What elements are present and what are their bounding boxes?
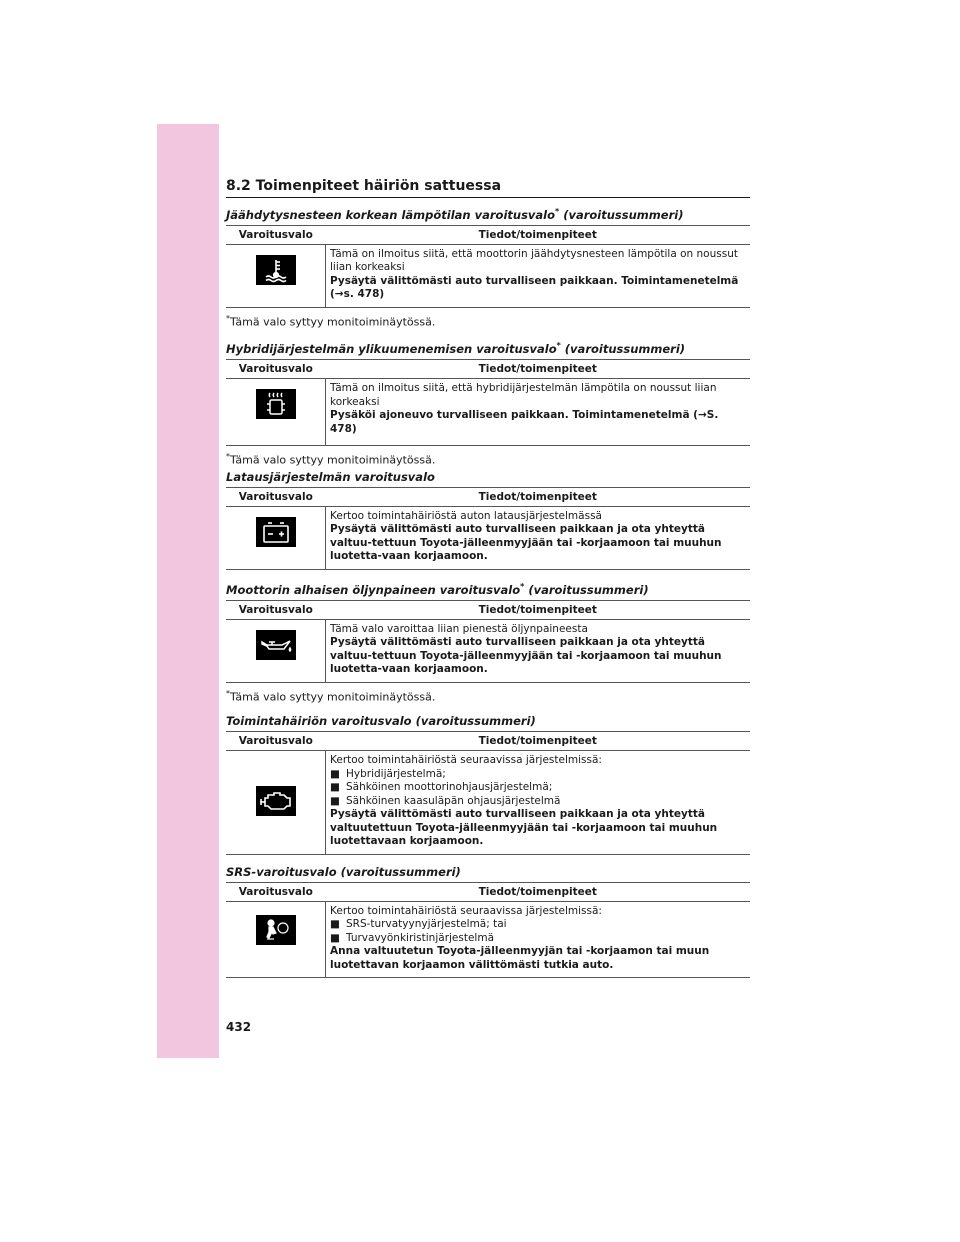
- airbag-srs-icon: [256, 915, 296, 945]
- footnote: *Tämä valo syttyy monitoiminäytössä.: [226, 313, 436, 329]
- check-engine-icon: [256, 786, 296, 816]
- footnote: *Tämä valo syttyy monitoiminäytössä.: [226, 452, 436, 467]
- info-text: Kertoo toimintahäiriöstä auton latausjärjestelmässä: [330, 509, 602, 522]
- info-text: Kertoo toimintahäiriöstä seuraavissa järjestelmissä:: [330, 904, 602, 917]
- side-tab: [157, 124, 219, 1058]
- hybrid-overheat-icon: [256, 389, 296, 419]
- info-text: Tämä on ilmoitus siitä, että moottorin jäähdytysnesteen lämpötila on noussut liian korkeaksi: [330, 247, 738, 274]
- charging-warning-block: [226, 470, 750, 570]
- bullet-item: ■ Hybridijärjestelmä;: [330, 767, 446, 780]
- coolant-warning-block: [226, 205, 750, 329]
- column-header-info: Tiedot/toimenpiteet: [326, 882, 751, 901]
- block-title: Jäähdytysnesteen korkean lämpötilan varoitusvalo* (varoitussummeri): [226, 207, 684, 222]
- block-title: SRS-varoitusvalo (varoitussummeri): [226, 864, 461, 879]
- action-text: Anna valtuutetun Toyota-jälleenmyyjän tai -korjaamon tai muun luotettavan korjaamon välittömästi tutkia auto.: [330, 945, 710, 971]
- block-title: Latausjärjestelmän varoitusvalo: [226, 469, 435, 484]
- warning-table: [226, 487, 750, 570]
- action-text: Pysäytä välittömästi auto turvalliseen paikkaan ja ota yhteyttä valtuu-tettuun Toyota-jälleenmyyjään tai -korjaamoon tai muuhun luotetta-vaan korjaamoon.: [330, 523, 722, 563]
- action-text: Pysäytä välittömästi auto turvalliseen paikkaan ja ota yhteyttä valtuu-tettuun Toyota-jälleenmyyjään tai -korjaamoon tai muuhun luotetta-vaan korjaamoon.: [330, 636, 722, 676]
- page-number: 432: [226, 1020, 252, 1034]
- bullet-item: ■ Turvavyönkiristinjärjestelmä: [330, 931, 495, 944]
- bullet-item: ■ SRS-turvatyynyjärjestelmä; tai: [330, 918, 507, 931]
- warning-table: [226, 359, 750, 446]
- footnote: *Tämä valo syttyy monitoiminäytössä.: [226, 688, 436, 704]
- coolant-temperature-icon: [256, 255, 296, 285]
- column-header-light: Varoitusvalo: [226, 225, 326, 244]
- info-text: Kertoo toimintahäiriöstä seuraavissa järjestelmissä:: [330, 754, 602, 767]
- column-header-light: Varoitusvalo: [226, 732, 326, 751]
- malfunction-warning-block: [226, 714, 750, 855]
- warning-table: [226, 600, 750, 683]
- warning-table: [226, 882, 750, 979]
- info-text: Tämä valo varoittaa liian pienestä öljynpaineesta: [330, 622, 588, 635]
- oil-pressure-block: [226, 580, 750, 704]
- warning-table: [226, 731, 750, 855]
- column-header-info: Tiedot/toimenpiteet: [326, 487, 751, 506]
- block-title: Toimintahäiriön varoitusvalo (varoitussummeri): [226, 714, 536, 729]
- block-title: Moottorin alhaisen öljynpaineen varoitusvalo* (varoitussummeri): [226, 581, 649, 597]
- battery-charging-icon: [256, 517, 296, 547]
- action-text: Pysäytä välittömästi auto turvalliseen paikkaan. Toimintamenetelmä (→s. 478): [330, 274, 739, 301]
- srs-warning-block: [226, 865, 750, 979]
- action-text: Pysäytä välittömästi auto turvalliseen paikkaan ja ota yhteyttä valtuutettuun Toyota-jälleenmyyjään tai -korjaamoon tai muuhun luotettavaan korjaamoon.: [330, 808, 718, 848]
- column-header-info: Tiedot/toimenpiteet: [326, 600, 751, 619]
- column-header-info: Tiedot/toimenpiteet: [326, 732, 751, 751]
- warning-table: [226, 225, 750, 308]
- oil-pressure-icon: [256, 630, 296, 660]
- column-header-info: Tiedot/toimenpiteet: [326, 360, 751, 379]
- column-header-light: Varoitusvalo: [226, 487, 326, 506]
- action-text: Pysäköi ajoneuvo turvalliseen paikkaan. Toimintamenetelmä (→S. 478): [330, 409, 719, 435]
- bullet-item: ■ Sähköinen moottorinohjausjärjestelmä;: [330, 781, 553, 794]
- bullet-item: ■ Sähköinen kaasuläpän ohjausjärjestelmä: [330, 794, 561, 807]
- column-header-info: Tiedot/toimenpiteet: [326, 225, 751, 244]
- column-header-light: Varoitusvalo: [226, 360, 326, 379]
- column-header-light: Varoitusvalo: [226, 600, 326, 619]
- column-header-light: Varoitusvalo: [226, 882, 326, 901]
- section-heading: 8.2 Toimenpiteet häiriön sattuessa: [226, 178, 750, 198]
- block-title: Hybridijärjestelmän ylikuumenemisen varoitusvalo* (varoitussummeri): [226, 341, 686, 357]
- page-content: [226, 178, 750, 988]
- info-text: Tämä on ilmoitus siitä, että hybridijärjestelmän lämpötila on noussut liian korkeaksi: [330, 382, 717, 408]
- hybrid-overheat-block: [226, 339, 750, 467]
